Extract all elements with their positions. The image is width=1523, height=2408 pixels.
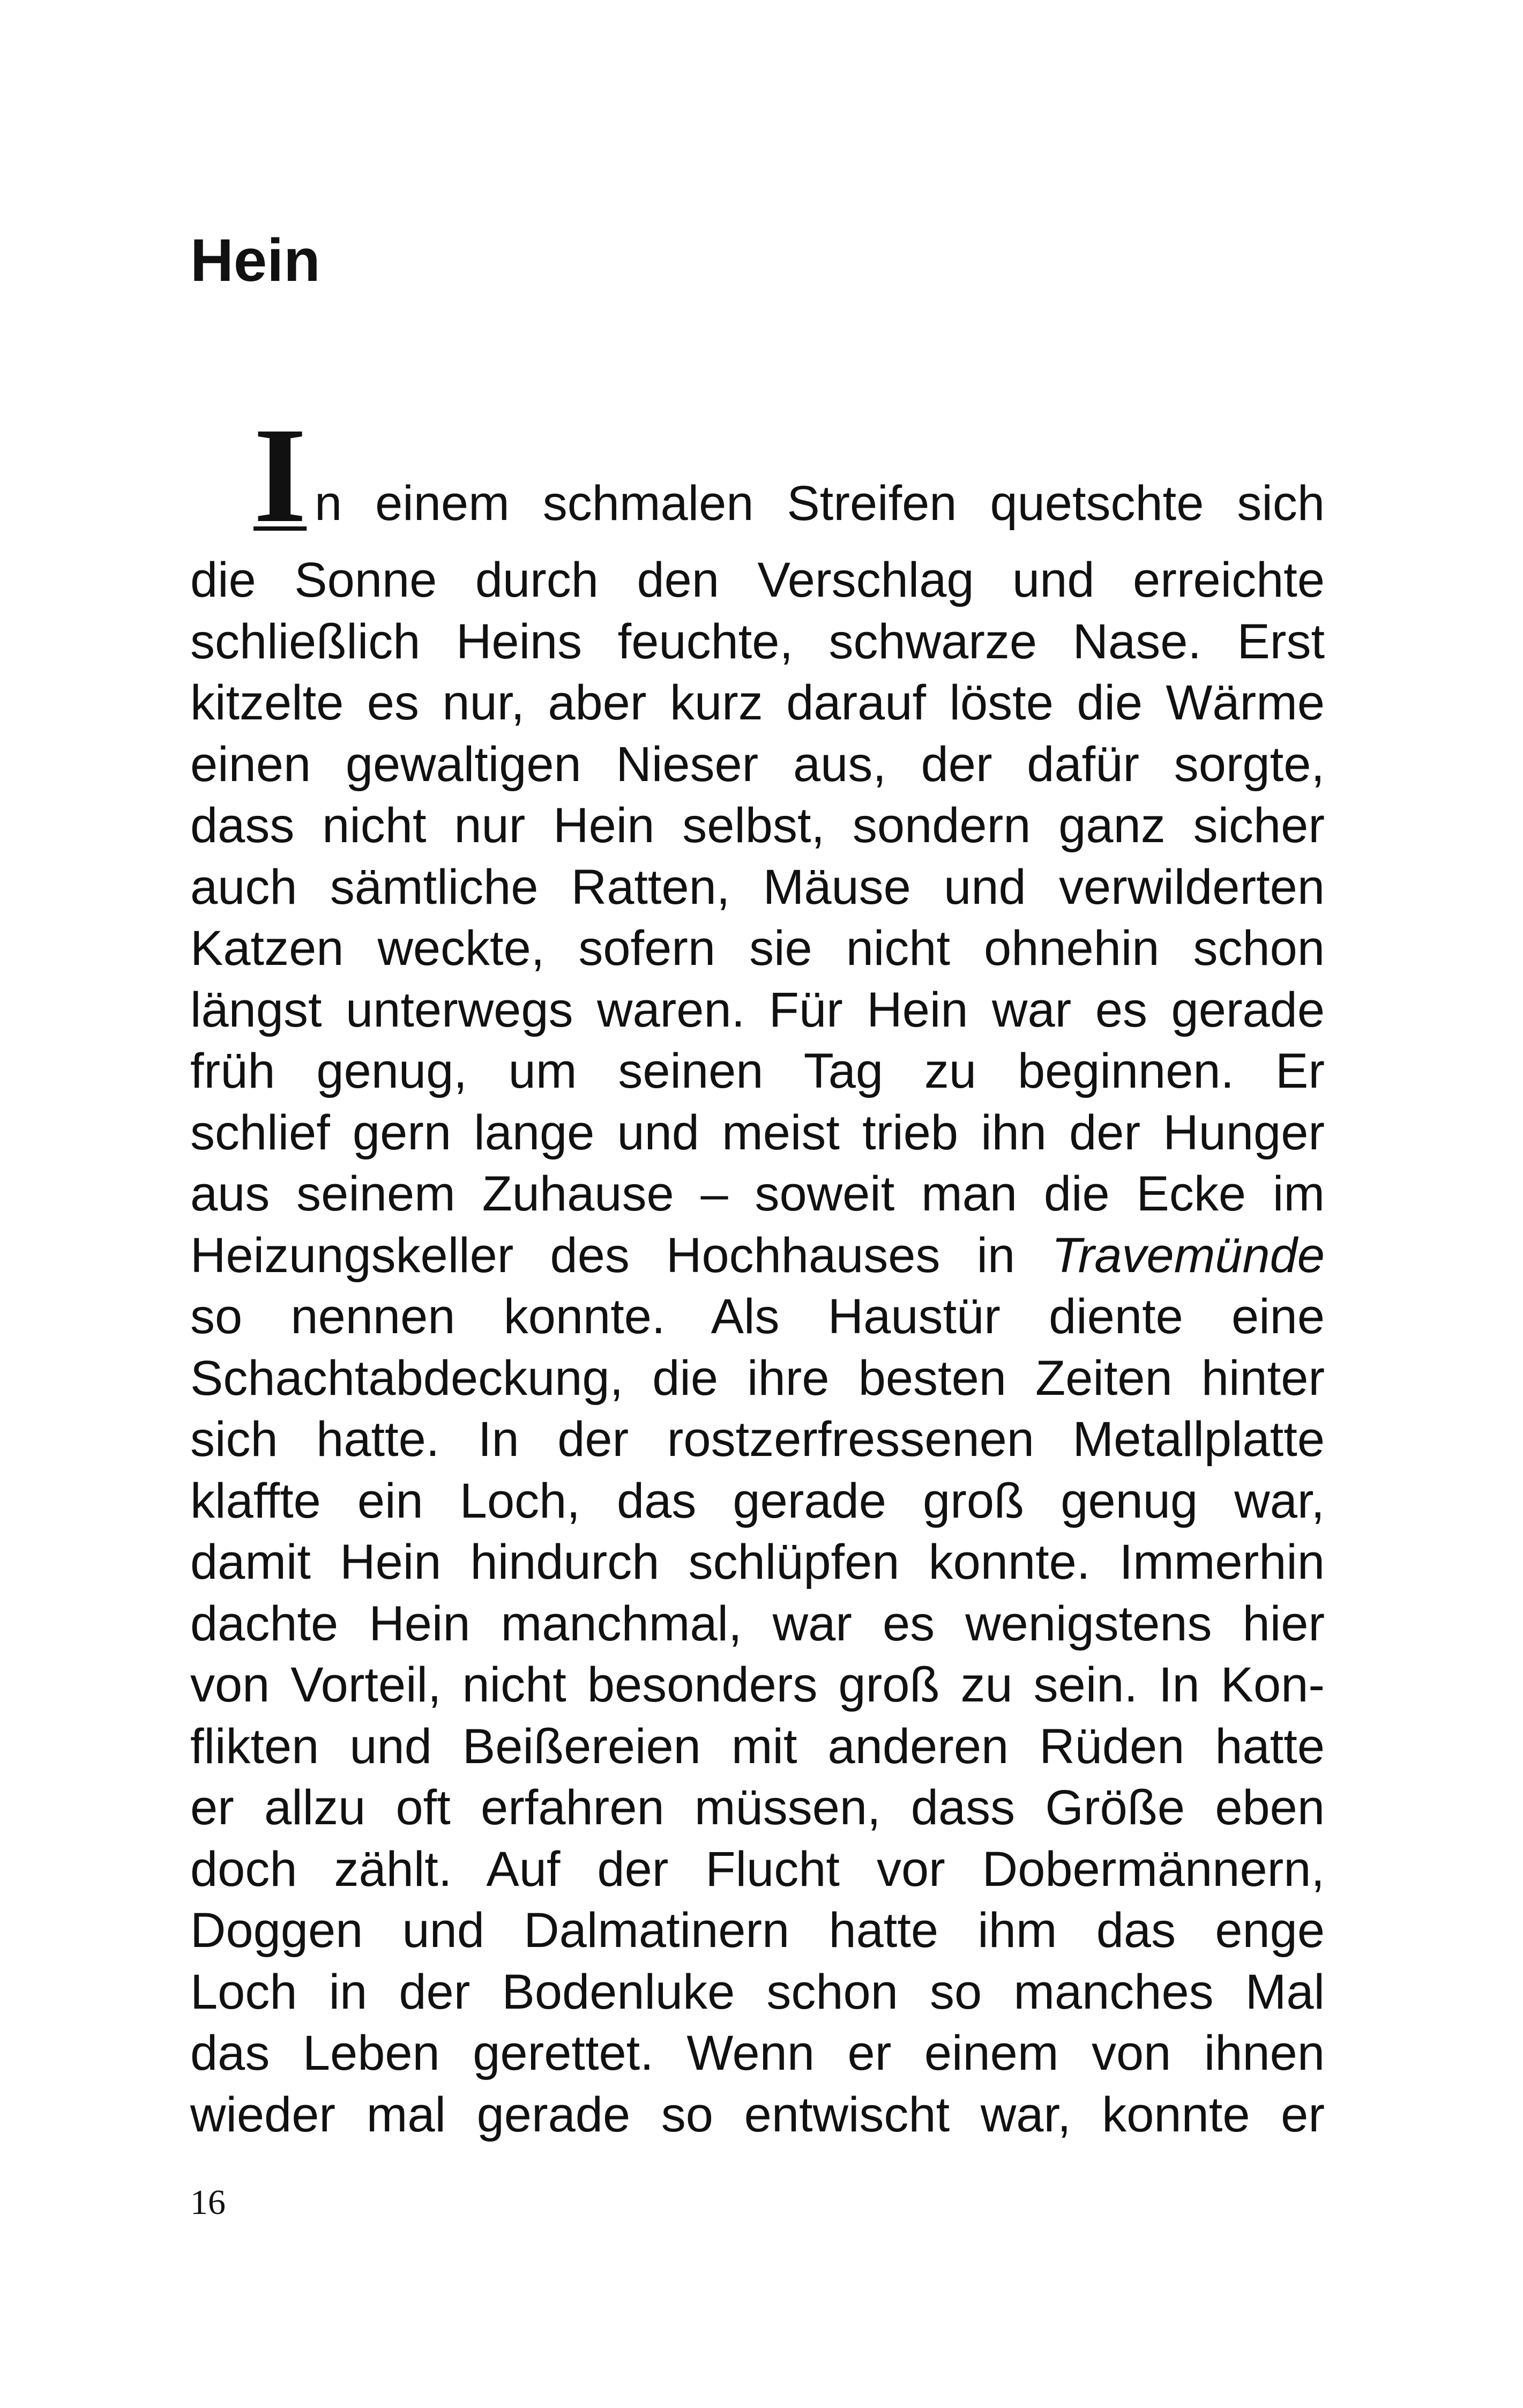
- text-line-with-italic: [190, 1225, 1325, 1287]
- chapter-title: Hein: [190, 227, 320, 294]
- opening-line: n einem schmalen Streifen quetschte sich: [315, 476, 1325, 531]
- page-number: 16: [190, 2183, 226, 2222]
- text-line: schlief gern lange und meist trieb ihn der Hunger: [190, 1105, 1325, 1160]
- text-line: sich hatte. In der rostzerfressenen Metallplatte: [190, 1412, 1325, 1467]
- text-line: Schachtabdeckung, die ihre besten Zeiten hinter: [190, 1350, 1325, 1406]
- text-line: aus seinem Zuhause – soweit man die Ecke im: [190, 1166, 1325, 1221]
- paragraph-opening: [190, 400, 1325, 551]
- text-line: flikten und Beißereien mit anderen Rüden hatte: [190, 1719, 1325, 1774]
- text-line: dachte Hein manchmal, war es wenigstens hier: [190, 1596, 1325, 1651]
- text-line: kitzelte es nur, aber kurz darauf löste die Wärme: [190, 675, 1325, 730]
- text-line: einen gewaltigen Nieser aus, der dafür sorgte,: [190, 737, 1325, 792]
- text-line: Katzen weckte, sofern sie nicht ohnehin schon: [190, 921, 1325, 976]
- text-line: Doggen und Dalmatinern hatte ihm das enge: [190, 1903, 1325, 1958]
- text-segment: Heizungskeller des Hochhauses in: [190, 1228, 1052, 1283]
- text-line: früh genug, um seinen Tag zu beginnen. Er: [190, 1044, 1325, 1098]
- place-name: Travemünde: [1051, 1228, 1325, 1283]
- text-line: das Leben gerettet. Wenn er einem von ihnen: [190, 2026, 1325, 2080]
- text-line: schließlich Heins feuchte, schwarze Nase. Erst: [190, 614, 1325, 669]
- text-line: doch zählt. Auf der Flucht vor Dobermännern,: [190, 1841, 1325, 1897]
- text-line: Loch in der Bodenluke schon so manches Mal: [190, 1964, 1325, 2019]
- body-text: [190, 549, 1325, 2145]
- text-line: wieder mal gerade so entwischt war, konnte er: [190, 2087, 1325, 2142]
- text-line: damit Hein hindurch schlüpfen konnte. Immerhin: [190, 1535, 1325, 1589]
- text-line: dass nicht nur Hein selbst, sondern ganz sicher: [190, 798, 1325, 853]
- text-line: klaffte ein Loch, das gerade groß genug war,: [190, 1473, 1325, 1528]
- text-line: die Sonne durch den Verschlag und erreichte: [190, 553, 1325, 607]
- drop-cap: I: [253, 400, 307, 551]
- text-line: so nennen konnte. Als Haustür diente eine: [190, 1289, 1325, 1344]
- text-line: längst unterwegs waren. Für Hein war es gerade: [190, 982, 1325, 1037]
- text-line: auch sämtliche Ratten, Mäuse und verwilderten: [190, 859, 1325, 915]
- text-line: von Vorteil, nicht besonders groß zu sein. In Kon-: [190, 1658, 1325, 1712]
- text-line: er allzu oft erfahren müssen, dass Größe eben: [190, 1780, 1325, 1835]
